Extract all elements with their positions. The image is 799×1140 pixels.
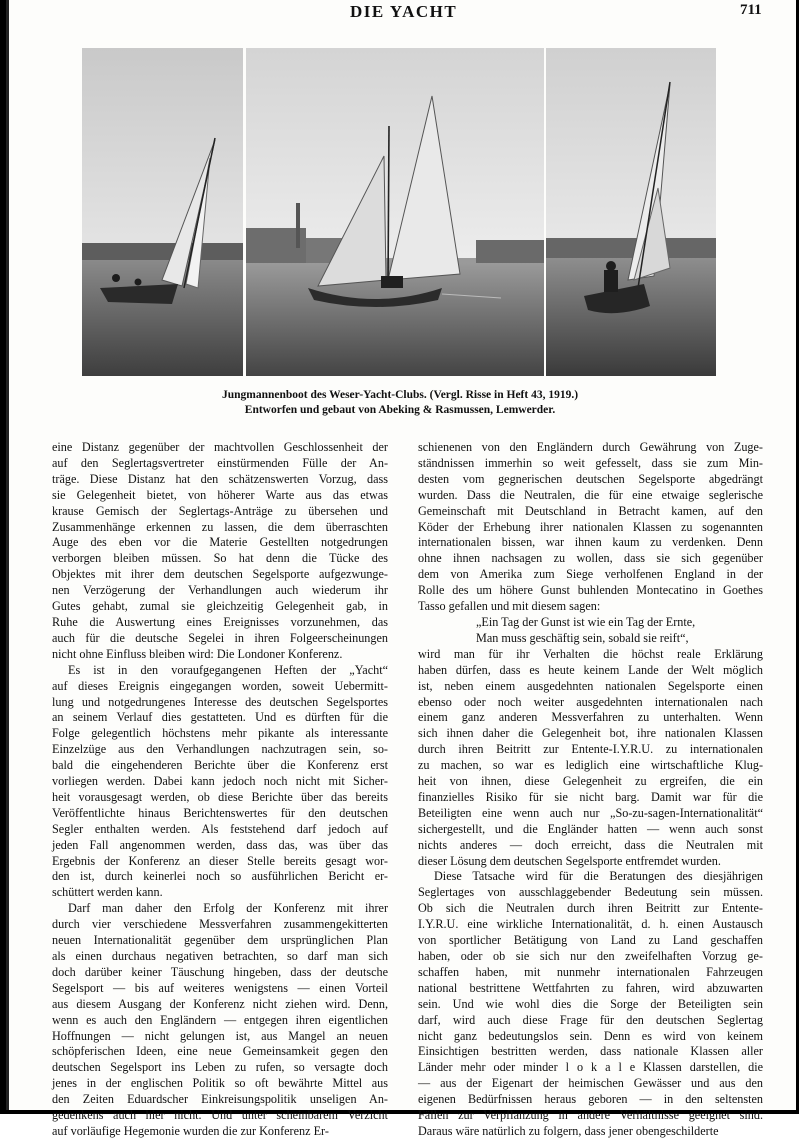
text-line: haben, oder ob sie sich nur den zweifelhaften Vorzug ge- [418, 949, 763, 963]
text-line: schöpferischen Ideen, eine neue Gemeinsamkeit gegen den [52, 1044, 388, 1059]
text-line: ohne ihnen nachsagen zu wollen, dass sie sich gegenüber [418, 551, 763, 566]
text-line: Ruhe die Auswertung eines Ereignisses vorzunehmen, das [52, 614, 388, 629]
text-line: Tasso gefallen und mit diesem sagen: [418, 599, 601, 614]
text-line: nen Verzögerung der Verhandlungen auch wiederum ihr [52, 583, 388, 598]
text-line: ständnissen immerhin so weit gefesselt, dass sie zum Min- [418, 455, 763, 470]
text-line: haben dürfen, dass es heute keinem Lande der Welt möglich [418, 662, 763, 677]
text-line: auf vorläufige Hegemonie wurden die zur Konferenz Er- [52, 1123, 329, 1138]
running-header-title: DIE YACHT [350, 2, 458, 21]
text-line: finanzielles Risiko für sie nicht barg. Damit war für die [418, 789, 763, 804]
text-line: Auge des eben vor die Materie Gestellten notgedrungen [52, 535, 388, 550]
text-line: eine Distanz gegenüber der machtvollen Geschlossenheit der [52, 440, 388, 454]
text-line: träge. Diese Distanz hat den schätzenswerten Vorzug, dass [52, 471, 388, 486]
text-line: verborgen bleiben müssen. So hat denn die Tücke des [52, 551, 388, 566]
text-line: jenes in der englischen Politik so oft bewährte Mittel aus [52, 1076, 388, 1091]
text-line: wird man für ihr Verhalten die höchst reale Erklärung [418, 646, 763, 661]
text-line: gedenkens auch hier nicht. Und unter scheinbarem Verzicht [52, 1108, 388, 1123]
text-line: neuen Internationalität gegenüber dem ursprünglichen Plan [52, 933, 388, 948]
text-line: Gutes gehabt, zumal sie gleichzeitig Gelegenheit gab, in [52, 599, 388, 614]
text-line: als einen durchaus negativen betrachten, so darf man sich [52, 949, 388, 963]
text-line: sein. Und wie wohl dies die Sorge der Beteiligten sein [418, 996, 763, 1011]
figure-caption: Jungmannenboot des Weser-Yacht-Clubs. (Vergl. Risse in Heft 43, 1919.) [221, 389, 579, 401]
text-line: Hoffnungen — nicht gelungen ist, aus Mangel an neuen [52, 1028, 388, 1043]
text-line: — aus der Eigenart der heimischen Gewässer und aus den [418, 1076, 763, 1091]
text-line: schaffen haben, mit nunmehr internationalen Fahrzeugen [418, 964, 763, 979]
text-line: Einsichtigen bestritten werden, dass nationale Klassen aller [418, 1044, 763, 1059]
text-line: Einzelzüge aus den Verhandlungen nachzutragen sein, so- [52, 742, 388, 757]
text-line: eigenen Bedürfnissen heraus geboren — in den seltensten [418, 1092, 763, 1107]
text-line: internationalen bissen, war ihnen kaum zu verdenken. Denn [418, 535, 763, 550]
text-line: vorliegen werden. Dabei kann jedoch noch nicht mit Sicher- [52, 774, 388, 789]
text-line: nicht ganz bedeutungslos sein. Denn es wird von keinem [418, 1028, 763, 1043]
text-line: nicht ohne Einfluss bleiben wird: Die Londoner Konferenz. [52, 646, 343, 661]
text-line: durch ihren Beitritt zur Entente-I.Y.R.U. zu internationalen [418, 742, 763, 757]
text-line: schüttert werden kann. [52, 885, 163, 900]
text-line: Länder mehr oder minder l o k a l e Klassen darstellen, die [418, 1060, 763, 1075]
text-line: ist, neben einem ausgedehnten nationalen Segelsporte einen [418, 678, 763, 693]
text-line: doch darüber keiner Täuschung hingeben, dass der deutsche [52, 964, 388, 979]
text-line: Man muss geschäftig sein, sobald sie reift“, [476, 630, 689, 645]
text-line: Darf man daher den Erfolg der Konferenz mit ihrer [68, 901, 388, 916]
text-line: Ergebnis der Konferenz an dieser Stelle bereits gesagt wor- [52, 853, 388, 868]
text-line: auf dieses Ereignis eingegangen worden, soweit Uebermitt- [52, 678, 388, 693]
text-line: Es ist in den voraufgegangenen Heften der „Yacht“ [68, 662, 388, 677]
text-line: darf, wird auch diese Frage für den deutschen Seglertag [418, 1012, 763, 1027]
text-line: „Ein Tag der Gunst ist wie ein Tag der Ernte, [476, 614, 696, 629]
text-line: den ist, durch keinerlei noch so ausführlichen Bericht er- [52, 869, 388, 884]
figure-caption-credit: Entworfen und gebaut von Abeking & Rasmussen, Lemwerder. [244, 404, 556, 416]
text-line: Folge gelegentlich höchstens mehr pikante als interessante [52, 726, 388, 741]
text-line: zu machen, so war es lediglich eine wirtschaftliche Klug- [418, 758, 763, 773]
text-line: nichts anderes — doch erreicht, dass die Neutralen mit [418, 837, 763, 852]
text-line: I.Y.R.U. eine wirkliche Internationalität, d. h. einen Austausch [418, 917, 763, 932]
text-line: Beteiligten eine wenn auch nur „So-zu-sagen-Internationalität“ [418, 805, 763, 820]
text-line: sichergestellt, und die Engländer hatten — wenn auch sonst [418, 821, 763, 836]
text-line: lung und notgedrungenes Interesse des deutschen Segelsportes [52, 694, 388, 709]
text-line: sie Gelegenheit bietet, von höherer Warte aus das etwas [52, 487, 388, 502]
text-line: heit vorausgesagt werden, ob diese Berichte über das bereits [52, 789, 388, 804]
photo-right [546, 48, 716, 376]
text-line: wurden. Dass die Neutralen, die für eine etwaige seglerische [418, 487, 763, 502]
text-line: bald die eingehenderen Berichte über die Konferenz erst [52, 758, 388, 773]
text-line: aus diesem Ausgang der Konferenz nicht ziehen wird. Denn, [52, 996, 388, 1011]
text-line: Segelsport — bis auf weiteres wenigstens — einen Vorteil [52, 980, 388, 995]
text-line: Zusammenhänge erkennen zu lassen, die dem überraschten [52, 519, 388, 534]
text-line: Diese Tatsache wird für die Beratungen des diesjährigen [434, 869, 763, 884]
text-line: Gemeinschaft mit Deutschland in Betracht kamen, auf den [418, 503, 763, 518]
text-line: Daraus wäre natürlich zu folgern, dass jener obengeschilderte [418, 1123, 719, 1138]
text-line: wenn es auch den Engländern — entgegen ihren eigentlichen [52, 1012, 388, 1027]
text-line: an seinem Verlauf dies gestatteten. Und es dürften für die [52, 710, 388, 725]
text-line: dem von Amerika zum Siege verholfenen England in der [418, 567, 763, 582]
photo-left [82, 48, 243, 376]
text-line: Fällen zur Verpflanzung in andere Verhältnisse geeignet sind. [418, 1108, 763, 1123]
text-line: Veröffentlichte hinaus Berichtenswertes für den deutschen [52, 805, 388, 820]
text-line: den Zeiten Eduardscher Einkreisungspolitik unseligen An- [52, 1092, 388, 1107]
text-line: Seglertages von ausschlaggebender Bedeutung sein müssen. [418, 885, 763, 900]
text-line: von sportlicher Betätigung von Land zu Land geschaffen [418, 933, 763, 948]
text-line: Objektes mit ihrer dem deutschen Segelsporte aufgezwunge- [52, 567, 388, 582]
photo-center [246, 48, 544, 376]
text-line: auf den Seglertagsvertreter einstürmenden Fülle der An- [52, 455, 388, 470]
text-line: durch vier verschiedene Messverfahren zusammengekitterten [52, 917, 388, 932]
text-line: Köder der Erhebung ihrer nationalen Klassen zu sogenannten [418, 519, 763, 534]
text-line: Rolle des um höhere Gunst buhlenden Montecatino in Goethes [418, 583, 763, 598]
text-line: ebenso oder noch weiter ausgedehnten internationalen nach [418, 694, 763, 709]
text-line: heit von ihnen, diese Gelegenheit zu ergreifen, die ein [418, 774, 763, 789]
text-line: krause Gemisch der Seglertags-Anträge zu übersehen und [52, 503, 388, 518]
text-line: dieser Lösung dem deutschen Segelsporte entfremdet wurden. [418, 853, 721, 868]
text-line: sich ihnen daher die Gelegenheit bot, ihre nationalen Klassen [418, 726, 763, 741]
text-line: einem ganz anderen Messverfahren zu unterhalten. Wenn [418, 710, 763, 725]
text-line: Ob sich die Neutralen durch ihren Beitritt zur Entente- [418, 901, 763, 916]
text-line: national bestrittene Wettfahrten zu fahren, wird abzuwarten [418, 980, 763, 995]
text-line: Segler enthalten werden. Als feststehend darf jedoch auf [52, 821, 388, 836]
left-column [52, 440, 388, 1140]
page-number: 711 [740, 2, 762, 18]
text-line: jeden Fall angenommen werden, dass das, was über das [52, 837, 388, 852]
text-line: schienenen von den Engländern durch Gewährung von Zuge- [418, 440, 763, 454]
right-column [418, 440, 763, 1140]
text-line: auch für die deutsche Segelei in ihren Folgeerscheinungen [52, 630, 388, 645]
scan-edge-shadow [6, 0, 9, 1114]
text-line: deutschen Segelsport ins Leben zu rufen, so versagte doch [52, 1060, 388, 1075]
text-line: desten vom gegnerischen deutschen Segelsporte abgedrängt [418, 471, 763, 486]
